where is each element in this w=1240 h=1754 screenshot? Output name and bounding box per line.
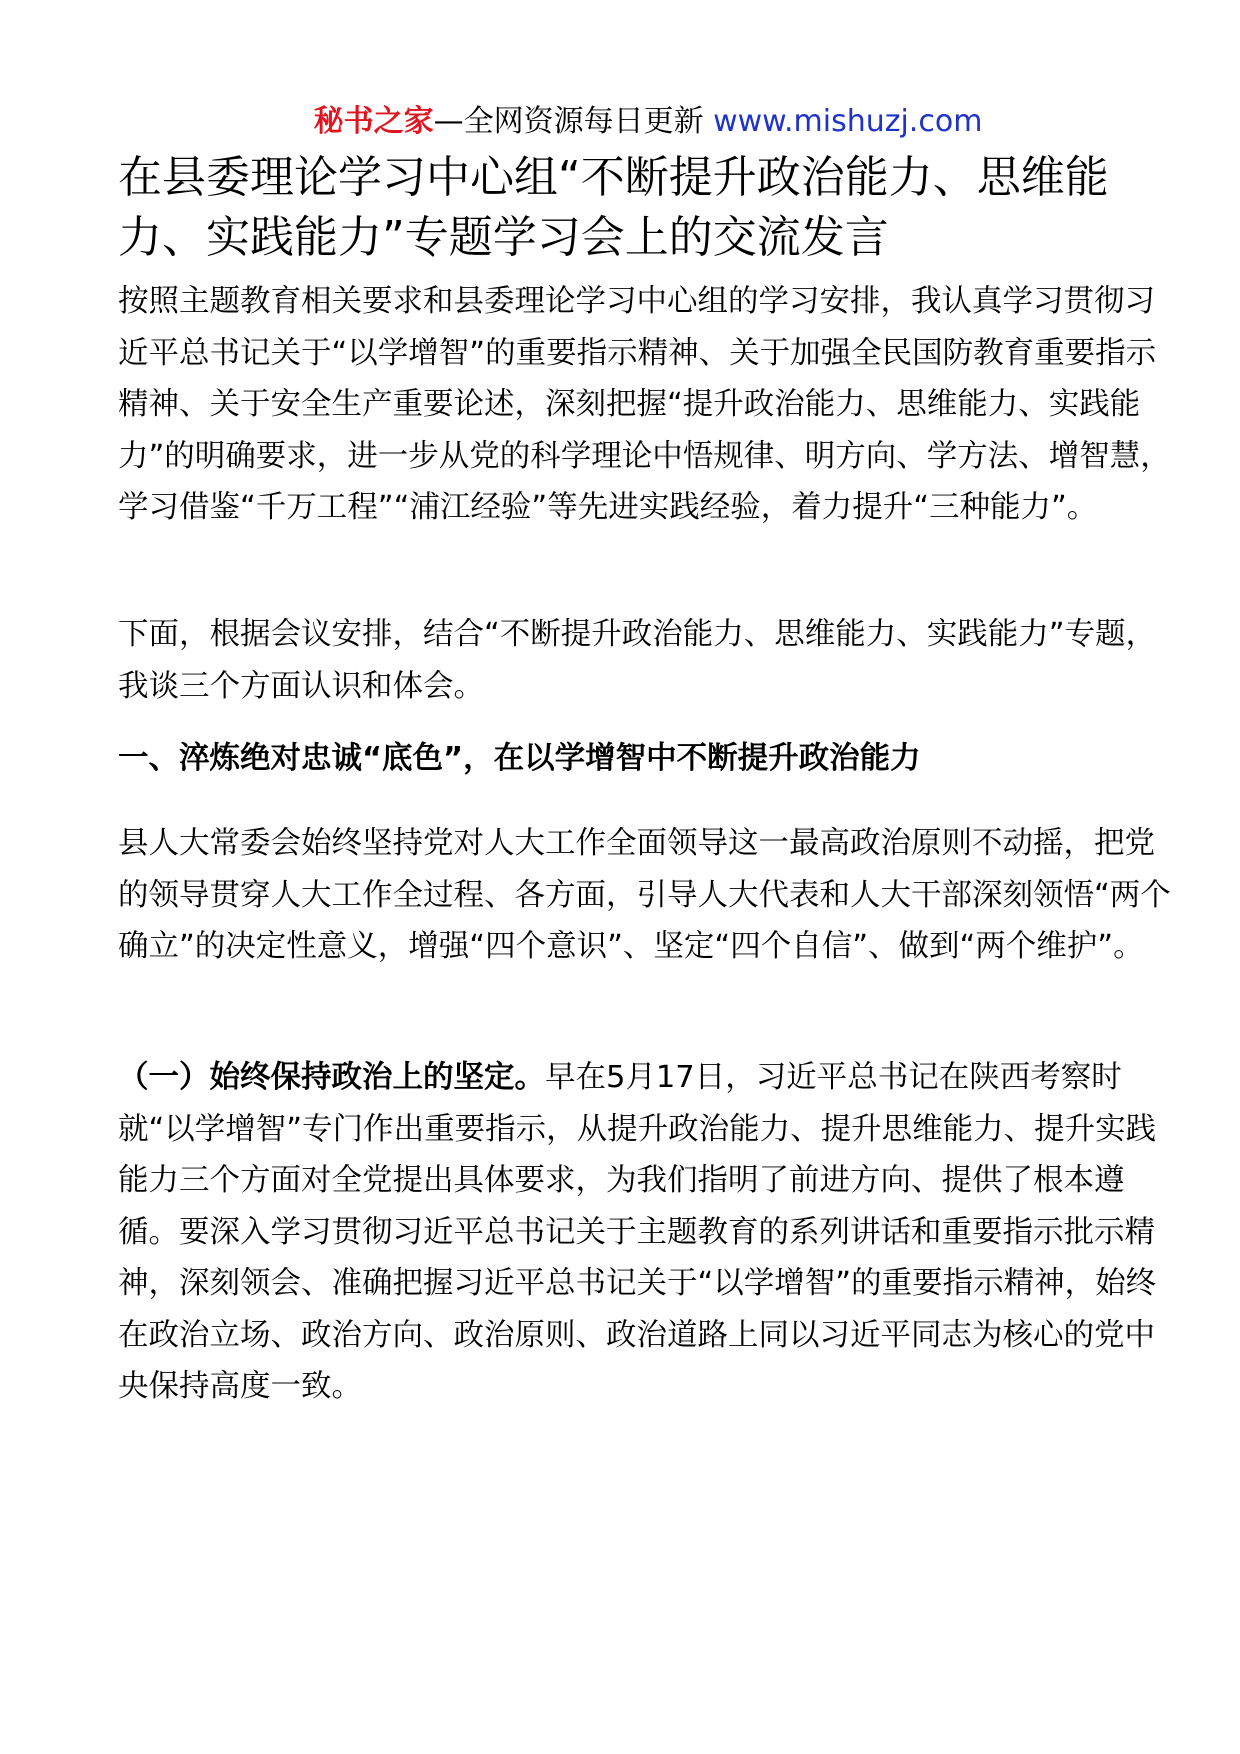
subsection-lead: （一）始终保持政治上的坚定。 bbox=[118, 1060, 545, 1095]
section-heading: 一、淬炼绝对忠诚“底色”，在以学增智中不断提升政治能力 bbox=[118, 741, 921, 776]
document-title: 在县委理论学习中心组“不断提升政治能力、思维能力、实践能力”专题学习会上的交流发言 bbox=[118, 152, 1109, 263]
agenda-paragraph: 下面，根据会议安排，结合“不断提升政治能力、思维能力、实践能力”专题，我谈三个方面认识和体会。 bbox=[118, 617, 1157, 704]
subsection-paragraph bbox=[118, 1052, 1178, 1413]
subsection-body: 早在5月17日，习近平总书记在陕西考察时就“以学增智”专门作出重要指示，从提升政治能力、提升思维能力、提升实践能力三个方面对全党提出具体要求，为我们指明了前进方向、提供了根本遵循。要深入学习贯彻习近平总书记关于主题教育的系列讲话和重要指示批示精神，深刻领会、准确把握习近平总书记关于“以学增智”的重要指示精神，始终在政治立场、政治方向、政治原则、政治道路上同以习近平同志为核心的党中央保持高度一致。 bbox=[118, 1060, 1157, 1404]
intro-paragraph: 按照主题教育相关要求和县委理论学习中心组的学习安排，我认真学习贯彻习近平总书记关于“以学增智”的重要指示精神、关于加强全民国防教育重要指示精神、关于安全生产重要论述，深刻把握“提升政治能力、思维能力、实践能力”的明确要求，进一步从党的科学理论中悟规律、明方向、学方法、增智慧，学习借鉴“千万工程”“浦江经验”等先进实践经验，着力提升“三种能力”。 bbox=[118, 284, 1171, 525]
site-brand: 秘书之家 bbox=[313, 104, 434, 139]
section-paragraph: 县人大常委会始终坚持党对人大工作全面领导这一最高政治原则不动摇，把党的领导贯穿人大工作全过程、各方面，引导人大代表和人大干部深刻领悟“两个确立”的决定性意义，增强“四个意识”、坚定“四个自信”、做到“两个维护”。 bbox=[118, 826, 1171, 964]
site-url-link[interactable]: www.mishuzj.com bbox=[703, 104, 983, 139]
site-header bbox=[118, 98, 1178, 146]
site-tagline: —全网资源每日更新 bbox=[433, 104, 704, 139]
